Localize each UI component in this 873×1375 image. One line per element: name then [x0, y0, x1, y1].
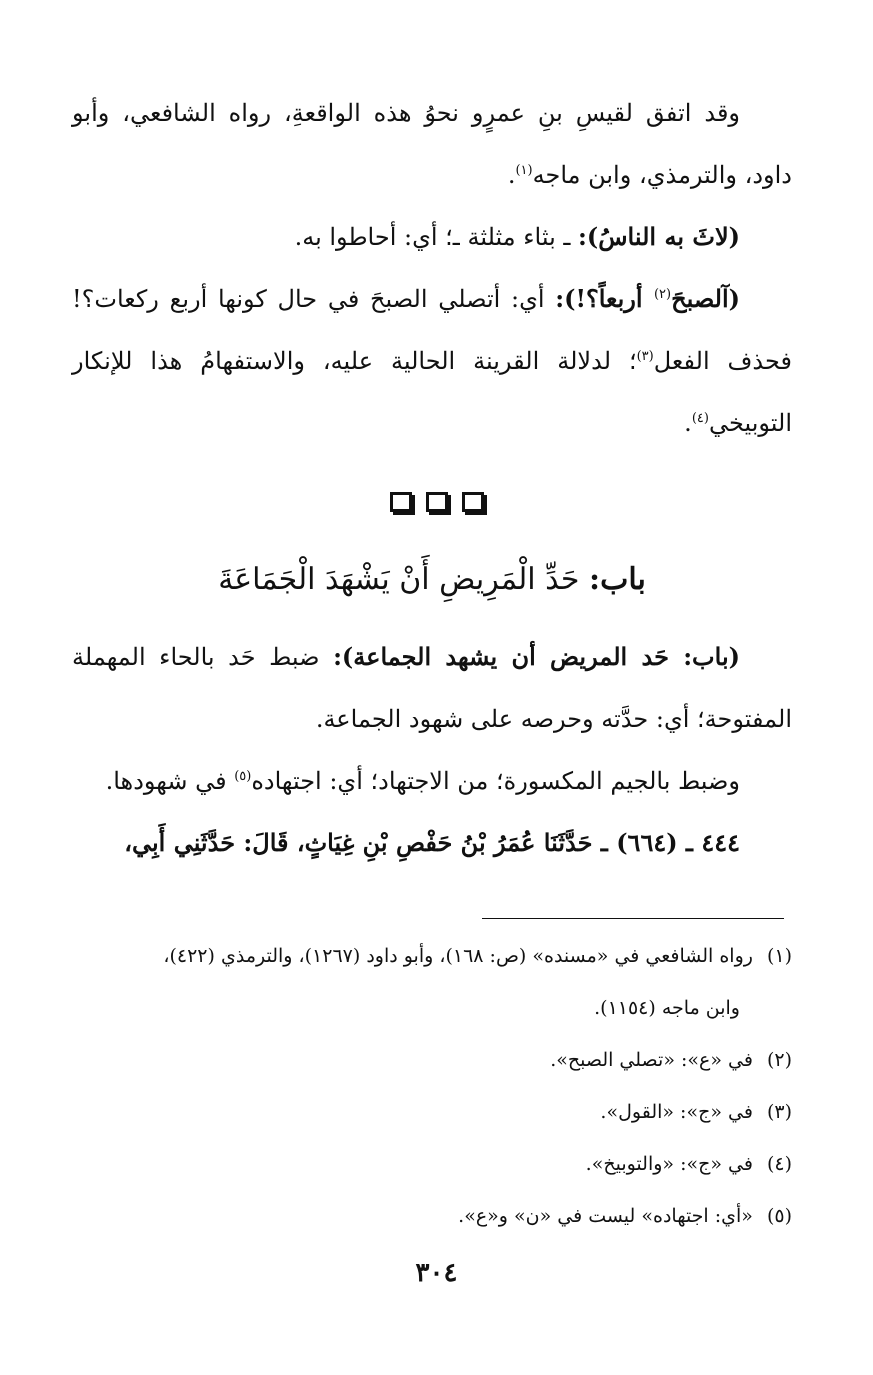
paragraph-text: وقد اتفق لقيسِ بنِ عمرٍو نحوُ هذه الواقعةِ، رواه الشافعي، وأبو: [72, 99, 740, 127]
term-heading: (آلصبحَ: [671, 284, 740, 313]
paragraph-bab: [72, 626, 792, 750]
paragraph-jim: [72, 750, 792, 812]
footnote-text: في «ج»: «والتوبيخ».: [585, 1153, 753, 1175]
chapter-title: حَدِّ الْمَرِيضِ أَنْ يَشْهَدَ الْجَمَاعَةَ: [218, 562, 589, 597]
footnote-text: وابن ماجه (١١٥٤).: [594, 997, 740, 1019]
page-number: ٣٠٤: [415, 1258, 458, 1288]
top-text-block: [72, 82, 792, 454]
paragraph-text: ؛ لدلالة القرينة الحالية عليه، والاستفهامُ هذا للإنكار التوبيخي: [72, 347, 792, 437]
paragraph-text: .: [684, 409, 692, 437]
footnote-item: [72, 930, 792, 982]
paragraph-text: أي: أتصلي الصبحَ في حال كونها أربع ركعات؟! فحذف الفعل: [72, 285, 792, 375]
chapter-heading: [72, 552, 792, 608]
footnote-ref[interactable]: (٥): [234, 769, 252, 784]
term-heading: أربعاً؟!):: [555, 284, 654, 313]
footnote-number: (١): [766, 945, 792, 967]
footnote-text: في «ج»: «القول».: [600, 1101, 753, 1123]
footnote-text: في «ع»: «تصلي الصبح».: [550, 1049, 753, 1071]
paragraph-hadith: [72, 812, 792, 874]
ornament-square-icon: [426, 492, 448, 512]
ornament-square-icon: [462, 492, 484, 512]
footnote-divider: [482, 918, 784, 919]
footnote-number: (٥): [766, 1205, 792, 1227]
paragraph-text: ـ بثاء مثلثة ـ؛ أي: أحاطوا به.: [294, 223, 579, 251]
section-ornament: [0, 492, 873, 512]
paragraph-text: ضبط حَد بالحاء المهملة المفتوحة؛ أي: حدَّته وحرصه على شهود الجماعة.: [72, 643, 792, 733]
footnote-ref[interactable]: (٤): [691, 411, 709, 426]
footnote-ref[interactable]: (٣): [636, 349, 654, 364]
footnote-number: (٢): [766, 1049, 792, 1071]
ornament-square-icon: [390, 492, 412, 512]
paragraph-text: داود، والترمذي، وابن ماجه: [532, 161, 792, 189]
term-heading: (لاثَ به الناسُ):: [578, 222, 740, 251]
footnotes-list: [72, 930, 792, 1242]
footnote-item: [72, 1086, 792, 1138]
footnote-ref[interactable]: (٢): [653, 287, 672, 302]
footnote-number: (٣): [766, 1101, 792, 1123]
footnote-item: [72, 1190, 792, 1242]
commentary-block: [72, 626, 792, 874]
footnote-text: «أي: اجتهاده» ليست في «ن» و«ع».: [458, 1205, 753, 1227]
footnote-text: رواه الشافعي في «مسنده» (ص: ١٦٨)، وأبو داود (١٢٦٧)، والترمذي (٤٢٢)،: [163, 945, 753, 967]
footnote-ref[interactable]: (١): [515, 163, 533, 178]
footnote-item: [72, 1034, 792, 1086]
paragraph-subh: [72, 268, 792, 454]
chapter-prefix: باب:: [589, 562, 646, 597]
paragraph-text: في شهودها.: [105, 767, 235, 795]
footnote-number: (٤): [766, 1153, 792, 1175]
paragraph-qays: [72, 82, 792, 206]
footnote-item: [72, 1138, 792, 1190]
footnote-item-continued: [72, 982, 792, 1034]
paragraph-text: وضبط بالجيم المكسورة؛ من الاجتهاد؛ أي: اجتهاده: [251, 767, 740, 795]
paragraph-lath: [72, 206, 792, 268]
paragraph-text: .: [507, 161, 516, 189]
term-heading: (باب: حَد المريض أن يشهد الجماعة):: [333, 642, 740, 671]
hadith-chain: ٤٤٤ ـ (٦٦٤) ـ حَدَّثَنَا عُمَرُ بْنُ حَفْصِ بْنِ غِيَاثٍ، قَالَ: حَدَّثَنِي أَبِي،: [124, 828, 740, 857]
